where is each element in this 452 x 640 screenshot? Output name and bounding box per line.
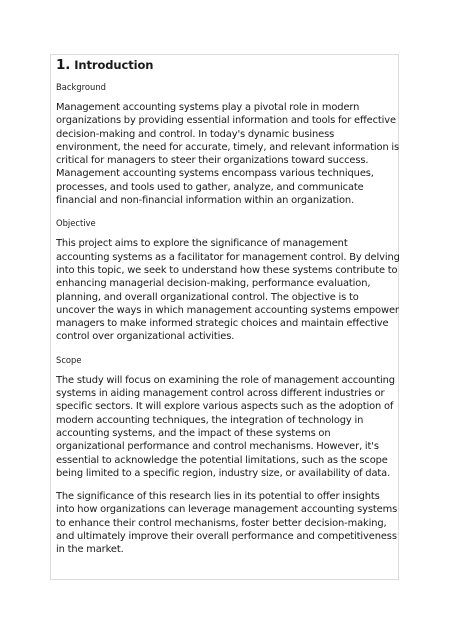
- significance-paragraph: The significance of this research lies in its potential to offer insights into how organizations can leverage management accounting systems to enhance their control mechanisms, foster better decision-making, and ultimately improve their overall performance and competitiveness in the market.: [56, 491, 398, 556]
- scope-heading: Scope: [56, 354, 82, 365]
- section-title: [56, 57, 400, 73]
- objective-paragraph: This project aims to explore the significance of management accounting systems as a facilitator for management control. By delving into this topic, we seek to understand how these systems contribute to enhancing managerial decision-making, performance evaluation, planning, and overall organizational control. The objective is to uncover the ways in which management accounting systems empower managers to make informed strategic choices and maintain effective control over organizational activities.: [56, 238, 400, 343]
- scope-paragraph: The study will focus on examining the role of management accounting systems in aiding management control across different industries or specific sectors. It will explore various aspects such as the adoption of modern accounting techniques, the integration of technology in accounting systems, and the impact of these systems on organizational performance and control mechanisms. However, it's essential to acknowledge the potential limitations, such as the scope being limited to a specific region, industry size, or availability of data.: [56, 374, 395, 479]
- section-number: 1.: [56, 57, 71, 73]
- background-paragraph: Management accounting systems play a pivotal role in modern organizations by providing essential information and tools for effective decision-making and control. In today's dynamic business environment, the need for accurate, timely, and relevant information is critical for managers to steer their organizations toward success. Management accounting systems encompass various techniques, processes, and tools used to gather, analyze, and communicate financial and non-financial information within an organization.: [56, 102, 400, 207]
- section-title-text: Introduction: [74, 58, 154, 72]
- objective-heading: Objective: [56, 218, 96, 229]
- document-content: [56, 57, 400, 557]
- background-heading: Background: [56, 82, 106, 92]
